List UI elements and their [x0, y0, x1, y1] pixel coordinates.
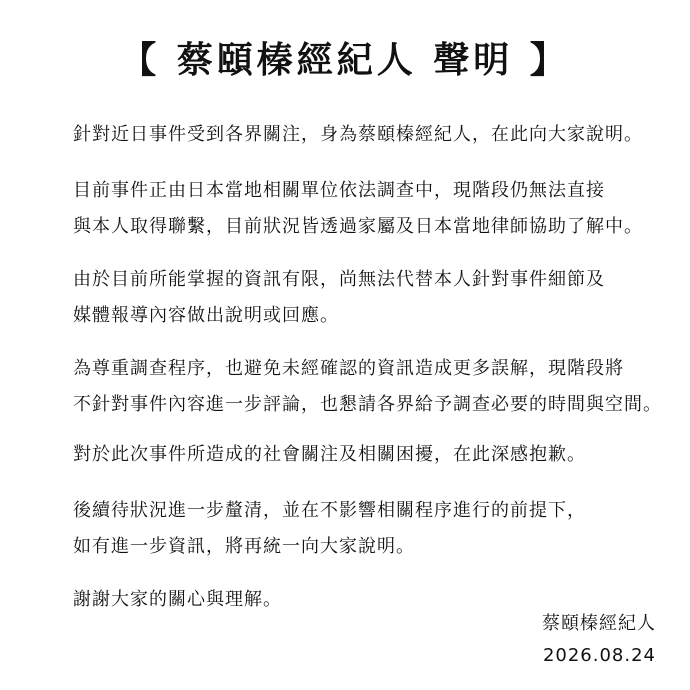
paragraph-line: 媒體報導內容做出說明或回應。	[73, 305, 339, 326]
paragraph-2	[73, 173, 673, 245]
paragraph-6	[73, 493, 673, 565]
paragraph-line: 目前事件正由日本當地相關單位依法調查中，現階段仍無法直接	[73, 180, 605, 201]
paragraph-line: 謝謝大家的關心與理解。	[73, 589, 282, 610]
statement-title: 【 蔡頤榛經紀人 聲明 】	[120, 40, 570, 81]
paragraph-line: 針對近日事件受到各界關注，身為蔡頤榛經紀人，在此向大家說明。	[73, 124, 643, 145]
paragraph-line: 對於此次事件所造成的社會關注及相關困擾，在此深感抱歉。	[73, 444, 586, 465]
paragraph-line: 為尊重調查程序，也避免未經確認的資訊造成更多誤解，現階段將	[73, 358, 624, 379]
paragraph-line: 由於目前所能掌握的資訊有限，尚無法代替本人針對事件細節及	[73, 269, 605, 290]
paragraph-line: 與本人取得聯繫，目前狀況皆透過家屬及日本當地律師協助了解中。	[73, 216, 643, 237]
paragraph-1	[73, 117, 673, 153]
paragraph-line: 後續待狀況進一步釐清，並在不影響相關程序進行的前提下，	[73, 500, 586, 521]
paragraph-line: 如有進一步資訊，將再統一向大家說明。	[73, 536, 415, 557]
signature-name: 蔡頤榛經紀人	[542, 613, 656, 634]
paragraph-5	[73, 437, 673, 473]
paragraph-4	[73, 351, 673, 423]
paragraph-line: 不針對事件內容進一步評論，也懇請各界給予調查必要的時間與空間。	[73, 394, 662, 415]
paragraph-3	[73, 262, 673, 334]
signature-date: 2026.08.24	[542, 645, 656, 666]
signature-block	[542, 608, 656, 672]
